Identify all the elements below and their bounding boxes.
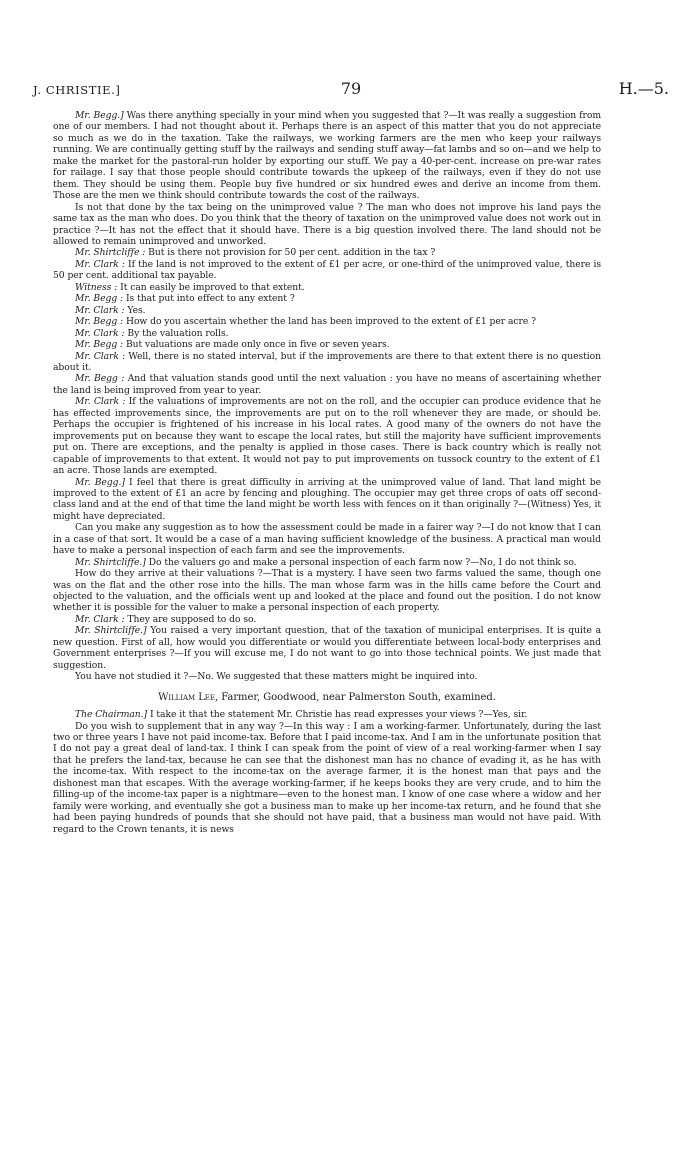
speaker-label: Mr. Shirtcliffe.] (75, 556, 146, 568)
page-header (33, 79, 669, 101)
testimony-section-lee (53, 709, 601, 835)
testimony-paragraph (53, 259, 601, 282)
paragraph-text: Do you wish to supplement that in any way ?—In this way : I am a working-farmer. Unfortunately, during the last two or three years I have not paid income-tax. Before that I paid income-tax. And I am in the unfortunate position that I do not pay a great deal of land-tax. I think I can speak from the point of view of a real working-farmer when I say that he prefers the land-tax, because he can see that the dishonest man has no chance of evading it, as he has with the income-tax. With respect to the income-tax on the average farmer, it is the honest man that pays and the dishonest man that escapes. With the average working-farmer, if he keeps books they are very crude, and to him the filling-up of the income-tax paper is a nightmare—even to the honest man. I know of one case where a widow and her family were working, and eventually she got a business man to make up her income-tax return, and he found that she had been paying hundreds of pounds that she should not have paid, that a business man would not have paid. With regard to the Crown tenants, it is news (53, 720, 601, 835)
witness-name: William Lee (158, 691, 215, 703)
document-reference: H.—5. (618, 79, 669, 98)
speaker-label: Mr. Shirtcliffe.] (75, 625, 147, 637)
document-body (53, 110, 601, 835)
paragraph-text: And that valuation stands good until the next valuation : you have no means of ascertaining whether the land is being improved from year to year. (53, 373, 601, 396)
speaker-label: Mr. Begg : (75, 373, 125, 385)
speaker-label: Mr. Shirtcliffe : (75, 247, 146, 259)
paragraph-text: Was there anything specially in your mind when you suggested that ?—It was really a suggestion from one of our members. I had not thought about it. Perhaps there is an aspect of this matter that you do not appreciate so much as we do in the taxation. Take the railways, we working farmers are the men who keep your railways running. We are continually getting stuff by the railways and sending stuff away—fat lambs and so on—and we help to make the market for the pastoral-run holder by exporting our stuff. We pay a 40-per-cent. increase on pre-war rates for railage. I say that those people should contribute towards the upkeep of the railways, even if they do not use them. They should be using them. People buy five hundred or six hundred ewes and derive an income from them. Those are the men we think should contribute towards the cost of the railways. (53, 110, 601, 202)
paragraph-text: You have not studied it ?—No. We suggested that these matters might be inquired into. (75, 671, 478, 683)
paragraph-text: But is there not provision for 50 per cent. addition in the tax ? (145, 247, 436, 259)
testimony-paragraph (53, 202, 601, 248)
paragraph-text: I take it that the statement Mr. Christie has read expresses your views ?—Yes, sir. (147, 709, 528, 721)
paragraph-text: How do they arrive at their valuations ?—That is a mystery. I have seen two farms valued the same, though one was on the flat and the other rose into the hills. The man whose farm was in the hills came before the Court and objected to the valuation, and the officials went up and looked at the place and found out the position. I do not know whether it is possible for the valuer to make a personal inspection of each property. (53, 568, 601, 614)
testimony-paragraph (53, 282, 601, 293)
testimony-paragraph (53, 293, 601, 304)
testimony-paragraph (53, 316, 601, 327)
testimony-paragraph (53, 671, 601, 682)
paragraph-text: Well, there is no stated interval, but if the improvements are there to that extent there is no question about it. (53, 350, 602, 373)
paragraph-text: Do the valuers go and make a personal inspection of each farm now ?—No, I do not think so. (145, 556, 577, 568)
paragraph-text: I feel that there is great difficulty in arriving at the unimproved value of land. That land might be improved to the extent of £1 an acre by fencing and ploughing. The occupier may get three crops of oats off second-class land and at the end of that time the land might be worth less with fences on it than originally ?—(Witness) Yes, it might have depreciated. (53, 476, 601, 522)
testimony-paragraph (53, 305, 601, 316)
paragraph-text: By the valuation rolls. (124, 327, 229, 339)
paragraph-text: Is not that done by the tax being on the unimproved value ? The man who does not improve his land pays the same tax as the man who does. Do you think that the theory of taxation on the unimproved value does not work out in practice ?—It has not the effect that it should have. There is a big question involved there. The land should not be allowed to remain unimproved and unworked. (53, 201, 601, 247)
testimony-paragraph (53, 477, 601, 523)
paragraph-text: Is that put into effect to any extent ? (123, 293, 295, 305)
speaker-label: Mr. Begg.] (75, 476, 125, 488)
testimony-paragraph (53, 373, 601, 396)
speaker-label: Mr. Begg : (75, 293, 124, 305)
testimony-paragraph (53, 339, 601, 350)
testimony-paragraph (53, 721, 601, 836)
speaker-label: Mr. Clark : (75, 258, 125, 270)
speaker-label: Mr. Clark : (75, 350, 126, 362)
paragraph-text: If the land is not improved to the extent of £1 per acre, or one-third of the unimproved value, there is 50 per cent. additional tax payable. (53, 258, 601, 282)
speaker-label: Mr. Clark : (75, 613, 125, 625)
page-number: 79 (340, 79, 362, 98)
testimony-paragraph (53, 614, 601, 625)
testimony-paragraph (53, 709, 601, 720)
speaker-label: Mr. Begg.] (75, 110, 124, 121)
testimony-paragraph (53, 557, 601, 568)
paragraph-text: If the valuations of improvements are not on the roll, and the occupier can produce evidence that he has effected improvements since, the improvements are put on to the roll whenever they are made, or should be. Perhaps the occupier is frightened of his increase in his local rates. A good many of the owners do not have the improvements put on because they want to escape the local rates, but still the majority have sufficient improvements put on. There are exceptions, and the penalty is applied in those cases. There is back country which is really not capable of improvements to that extent. It would not pay to put improvements on tussock country to the extent of £1 an acre. Those lands are exempted. (53, 396, 601, 477)
paragraph-text: But valuations are made only once in five or seven years. (123, 339, 390, 351)
testimony-paragraph (53, 396, 601, 476)
paragraph-text: Can you make any suggestion as to how the assessment could be made in a fairer way ?—I do not know that I can in a case of that sort. It would be a case of a man having sufficient knowledge of the business. A practical man would have to make a personal inspection of each farm and see the improvements. (53, 522, 601, 557)
speaker-label: Mr. Clark : (75, 304, 125, 316)
speaker-label: Witness : (75, 281, 118, 293)
testimony-section-christie (53, 110, 601, 683)
paragraph-text: They are supposed to do so. (124, 613, 257, 625)
testimony-paragraph (53, 625, 601, 671)
testimony-paragraph (53, 110, 601, 202)
paragraph-text: Yes. (124, 304, 146, 316)
header-witness-name: J. CHRISTIE.] (33, 83, 121, 97)
testimony-paragraph (53, 522, 601, 556)
paragraph-text: It can easily be improved to that extent. (117, 281, 305, 293)
witness-description: , Farmer, Goodwood, near Palmerston South, examined. (214, 691, 496, 703)
speaker-label: Mr. Begg : (75, 316, 124, 328)
speaker-label: Mr. Clark : (75, 396, 126, 408)
speaker-label: Mr. Clark : (75, 327, 125, 339)
speaker-label: Mr. Begg : (75, 339, 124, 351)
testimony-paragraph (53, 328, 601, 339)
paragraph-text: How do you ascertain whether the land has been improved to the extent of £1 per acre ? (123, 316, 536, 328)
speaker-label: The Chairman.] (75, 709, 148, 721)
testimony-paragraph (53, 247, 601, 258)
witness-heading (53, 692, 601, 703)
testimony-paragraph (53, 351, 601, 374)
paragraph-text: You raised a very important question, that of the taxation of municipal enterprises. It is quite a new question. First of all, how would you differentiate or would you differentiate between local-body enterprises and Government enterprises ?—If you will excuse me, I do not want to go into those technical points. We just made that suggestion. (53, 625, 602, 671)
testimony-paragraph (53, 568, 601, 614)
